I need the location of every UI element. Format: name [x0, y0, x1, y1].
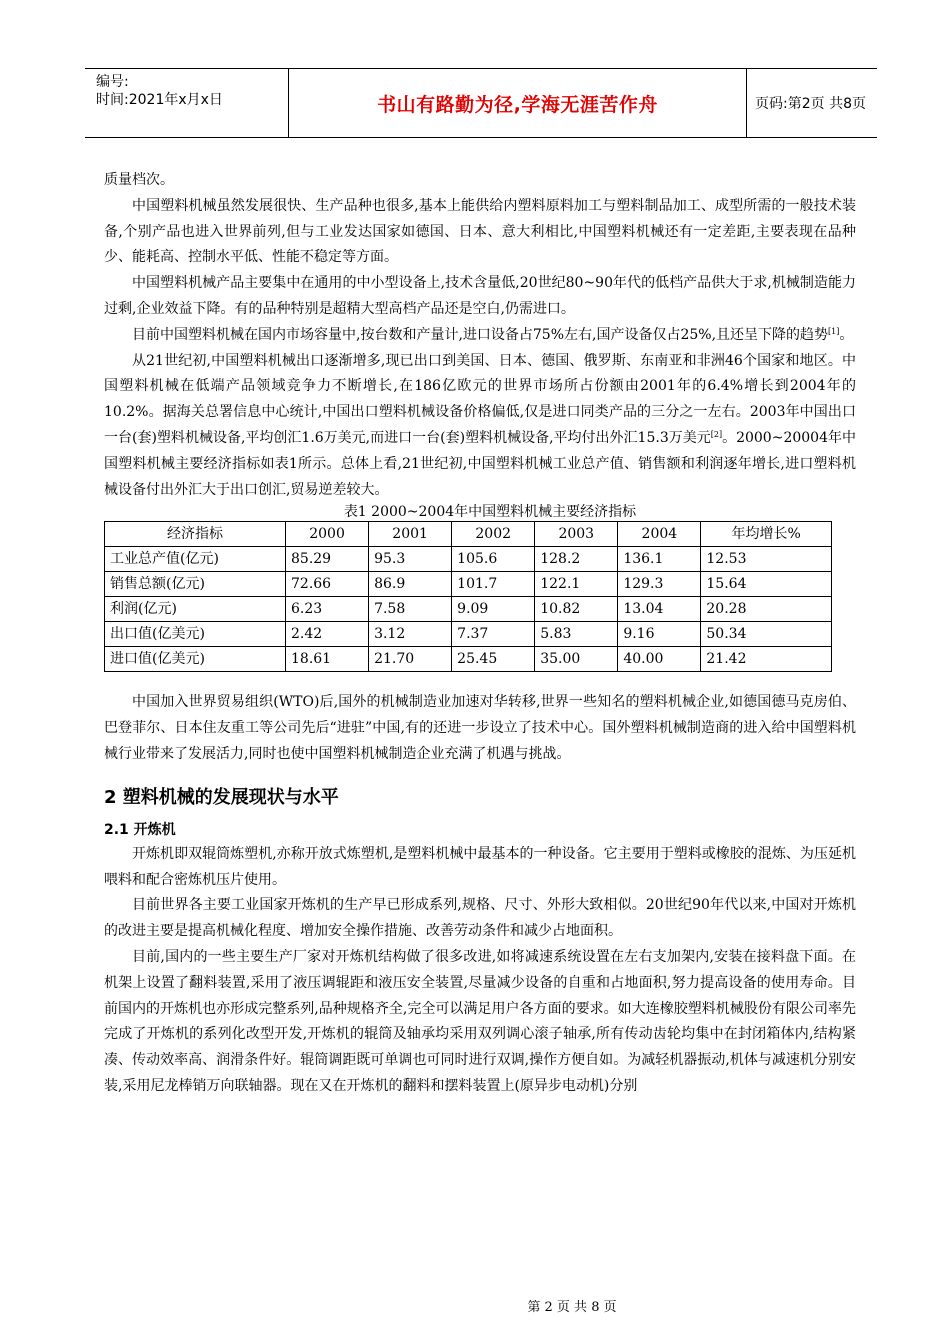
table-cell: 128.2 [535, 547, 618, 572]
table-cell: 9.09 [452, 597, 535, 622]
paragraph-text: 。2000~20004年中国塑料机械主要经济指标如表1所示。总体上看,21世纪初,中国塑料机械工业总产值、销售额和利润逐年增长,进口塑料机械设备付出外汇大于出口创汇,贸易逆差较大。 [104, 429, 856, 498]
document-number-label: 编号: [96, 74, 129, 90]
paragraph [104, 349, 856, 504]
paragraph: 中国塑料机械产品主要集中在通用的中小型设备上,技术含量低,20世纪80~90年代的低档产品供大于求,机械制造能力过剩,企业效益下降。有的品种特别是超精大型高档产品还是空白,仍需进口。 [104, 275, 856, 317]
table-cell: 进口值(亿美元) [105, 647, 286, 672]
section-heading: 2 塑料机械的发展现状与水平 [104, 786, 339, 808]
table-cell: 9.16 [618, 622, 701, 647]
table-cell: 3.12 [369, 622, 452, 647]
table-cell: 2.42 [286, 622, 369, 647]
table-cell: 20.28 [701, 597, 832, 622]
table-cell: 10.82 [535, 597, 618, 622]
document-time-label: 时间:2021年x月x日 [96, 92, 223, 108]
table-cell: 13.04 [618, 597, 701, 622]
table-cell: 利润(亿元) [105, 597, 286, 622]
footer-page-number: 第 2 页 共 8 页 [527, 1300, 617, 1315]
header-page-label: 页码:第2页 共8页 [755, 96, 866, 112]
page-header [85, 68, 877, 138]
paragraph: 目前,国内的一些主要生产厂家对开炼机结构做了很多改进,如将减速系统设置在左右支加架内,安装在接料盘下面。在机架上设置了翻料装置,采用了液压调辊距和液压安全装置,尽量减少设备的自重和占地面积,努力提高设备的使用寿命。目前国内的开炼机也亦形成完整系列,品种规格齐全,完全可以满足用户各方面的要求。如大连橡胶塑料机械股份有限公司率先完成了开炼机的系列化改型开发,开炼机的辊筒及轴承均采用双列调心滚子轴承,所有传动齿轮均集中在封闭箱体内,结构紧凑、传动效率高、润滑条件好。辊筒调距既可单调也可同时进行双调,操作方便自如。为减轻机器振动,机体与减速机分别安装,采用尼龙棒销万向联轴器。现在又在开炼机的翻料和摆料装置上(原异步电动机)分别 [104, 948, 856, 1094]
page-footer [0, 1296, 950, 1315]
paragraph: 开炼机即双辊筒炼塑机,亦称开放式炼塑机,是塑料机械中最基本的一种设备。它主要用于塑料或橡胶的混炼、为压延机喂料和配合密炼机压片使用。 [104, 845, 856, 888]
table-cell: 35.00 [535, 647, 618, 672]
document-body [104, 168, 856, 1100]
table-cell: 21.70 [369, 647, 452, 672]
table-cell: 25.45 [452, 647, 535, 672]
table-cell: 18.61 [286, 647, 369, 672]
header-left-cell [85, 69, 288, 137]
table-cell: 101.7 [452, 572, 535, 597]
header-page-cell [747, 69, 877, 137]
table-row [105, 622, 832, 647]
table-cell: 72.66 [286, 572, 369, 597]
table-cell: 122.1 [535, 572, 618, 597]
citation-ref: [2] [710, 429, 723, 439]
table-header-cell: 年均增长% [701, 522, 832, 547]
table-cell: 129.3 [618, 572, 701, 597]
table-cell: 86.9 [369, 572, 452, 597]
table-row [105, 547, 832, 572]
table-row [105, 647, 832, 672]
table-cell: 85.29 [286, 547, 369, 572]
table-cell: 21.42 [701, 647, 832, 672]
table-row [105, 597, 832, 622]
table-cell: 95.3 [369, 547, 452, 572]
economic-indicators-table [104, 521, 832, 672]
table-header-cell: 2004 [618, 522, 701, 547]
table-cell: 12.53 [701, 547, 832, 572]
paragraph-text: 。 [839, 326, 854, 343]
table-cell: 50.34 [701, 622, 832, 647]
table-cell: 40.00 [618, 647, 701, 672]
paragraph: 中国加入世界贸易组织(WTO)后,国外的机械制造业加速对华转移,世界一些知名的塑料机械企业,如德国德马克房伯、巴登菲尔、日本住友重工等公司先后“进驻”中国,有的还进一步设立了技术中心。国外塑料机械制造商的进入给中国塑料机械行业带来了发展活力,同时也使中国塑料机械制造企业充满了机遇与挑战。 [104, 694, 856, 762]
table-header-cell: 2001 [369, 522, 452, 547]
header-motto: 书山有路勤为径,学海无涯苦作舟 [377, 93, 658, 116]
table-cell: 7.37 [452, 622, 535, 647]
paragraph-text: 从21世纪初,中国塑料机械出口逐渐增多,现已出口到美国、日本、德国、俄罗斯、东南亚和非洲46个国家和地区。中国塑料机械在低端产品领域竞争力不断增长,在186亿欧元的世界市场所占份额由2001年的6.4%增长到2004年的10.2%。据海关总署信息中心统计,中国出口塑料机械设备价格偏低,仅是进口同类产品的三分之一左右。2003年中国出口一台(套)塑料机械设备,平均创汇1.6万美元,而进口一台(套)塑料机械设备,平均付出外汇15.3万美元 [104, 352, 856, 446]
paragraph-text: 目前中国塑料机械在国内市场容量中,按台数和产量计,进口设备占75%左右,国产设备仅占25%,且还呈下降的趋势 [132, 326, 829, 343]
table-cell: 出口值(亿美元) [105, 622, 286, 647]
table-cell: 销售总额(亿元) [105, 572, 286, 597]
table-header-row [105, 522, 832, 547]
table-cell: 工业总产值(亿元) [105, 547, 286, 572]
table-cell: 6.23 [286, 597, 369, 622]
paragraph: 目前世界各主要工业国家开炼机的生产早已形成系列,规格、尺寸、外形大致相似。20世纪90年代以来,中国对开炼机的改进主要是提高机械化程度、增加安全操作措施、改善劳动条件和减少占地面积。 [104, 897, 856, 940]
header-motto-cell [288, 69, 747, 137]
paragraph: 质量档次。 [104, 172, 174, 188]
table-caption: 表1 2000~2004年中国塑料机械主要经济指标 [343, 504, 637, 521]
table-row [105, 572, 832, 597]
table-header-cell: 2000 [286, 522, 369, 547]
table-cell: 136.1 [618, 547, 701, 572]
table-header-cell: 2003 [535, 522, 618, 547]
citation-ref: [1] [828, 326, 840, 336]
table-cell: 105.6 [452, 547, 535, 572]
table-header-cell: 经济指标 [105, 522, 286, 547]
table-cell: 15.64 [701, 572, 832, 597]
table-header-cell: 2002 [452, 522, 535, 547]
paragraph: 中国塑料机械虽然发展很快、生产品种也很多,基本上能供给内塑料原料加工与塑料制品加工、成型所需的一般技术装备,个别产品也进入世界前列,但与工业发达国家如德国、日本、意大利相比,中国塑料机械还有一定差距,主要表现在品种少、能耗高、控制水平低、性能不稳定等方面。 [104, 197, 856, 266]
subsection-heading: 2.1 开炼机 [104, 821, 176, 838]
paragraph [104, 323, 856, 349]
table-cell: 5.83 [535, 622, 618, 647]
table-cell: 7.58 [369, 597, 452, 622]
